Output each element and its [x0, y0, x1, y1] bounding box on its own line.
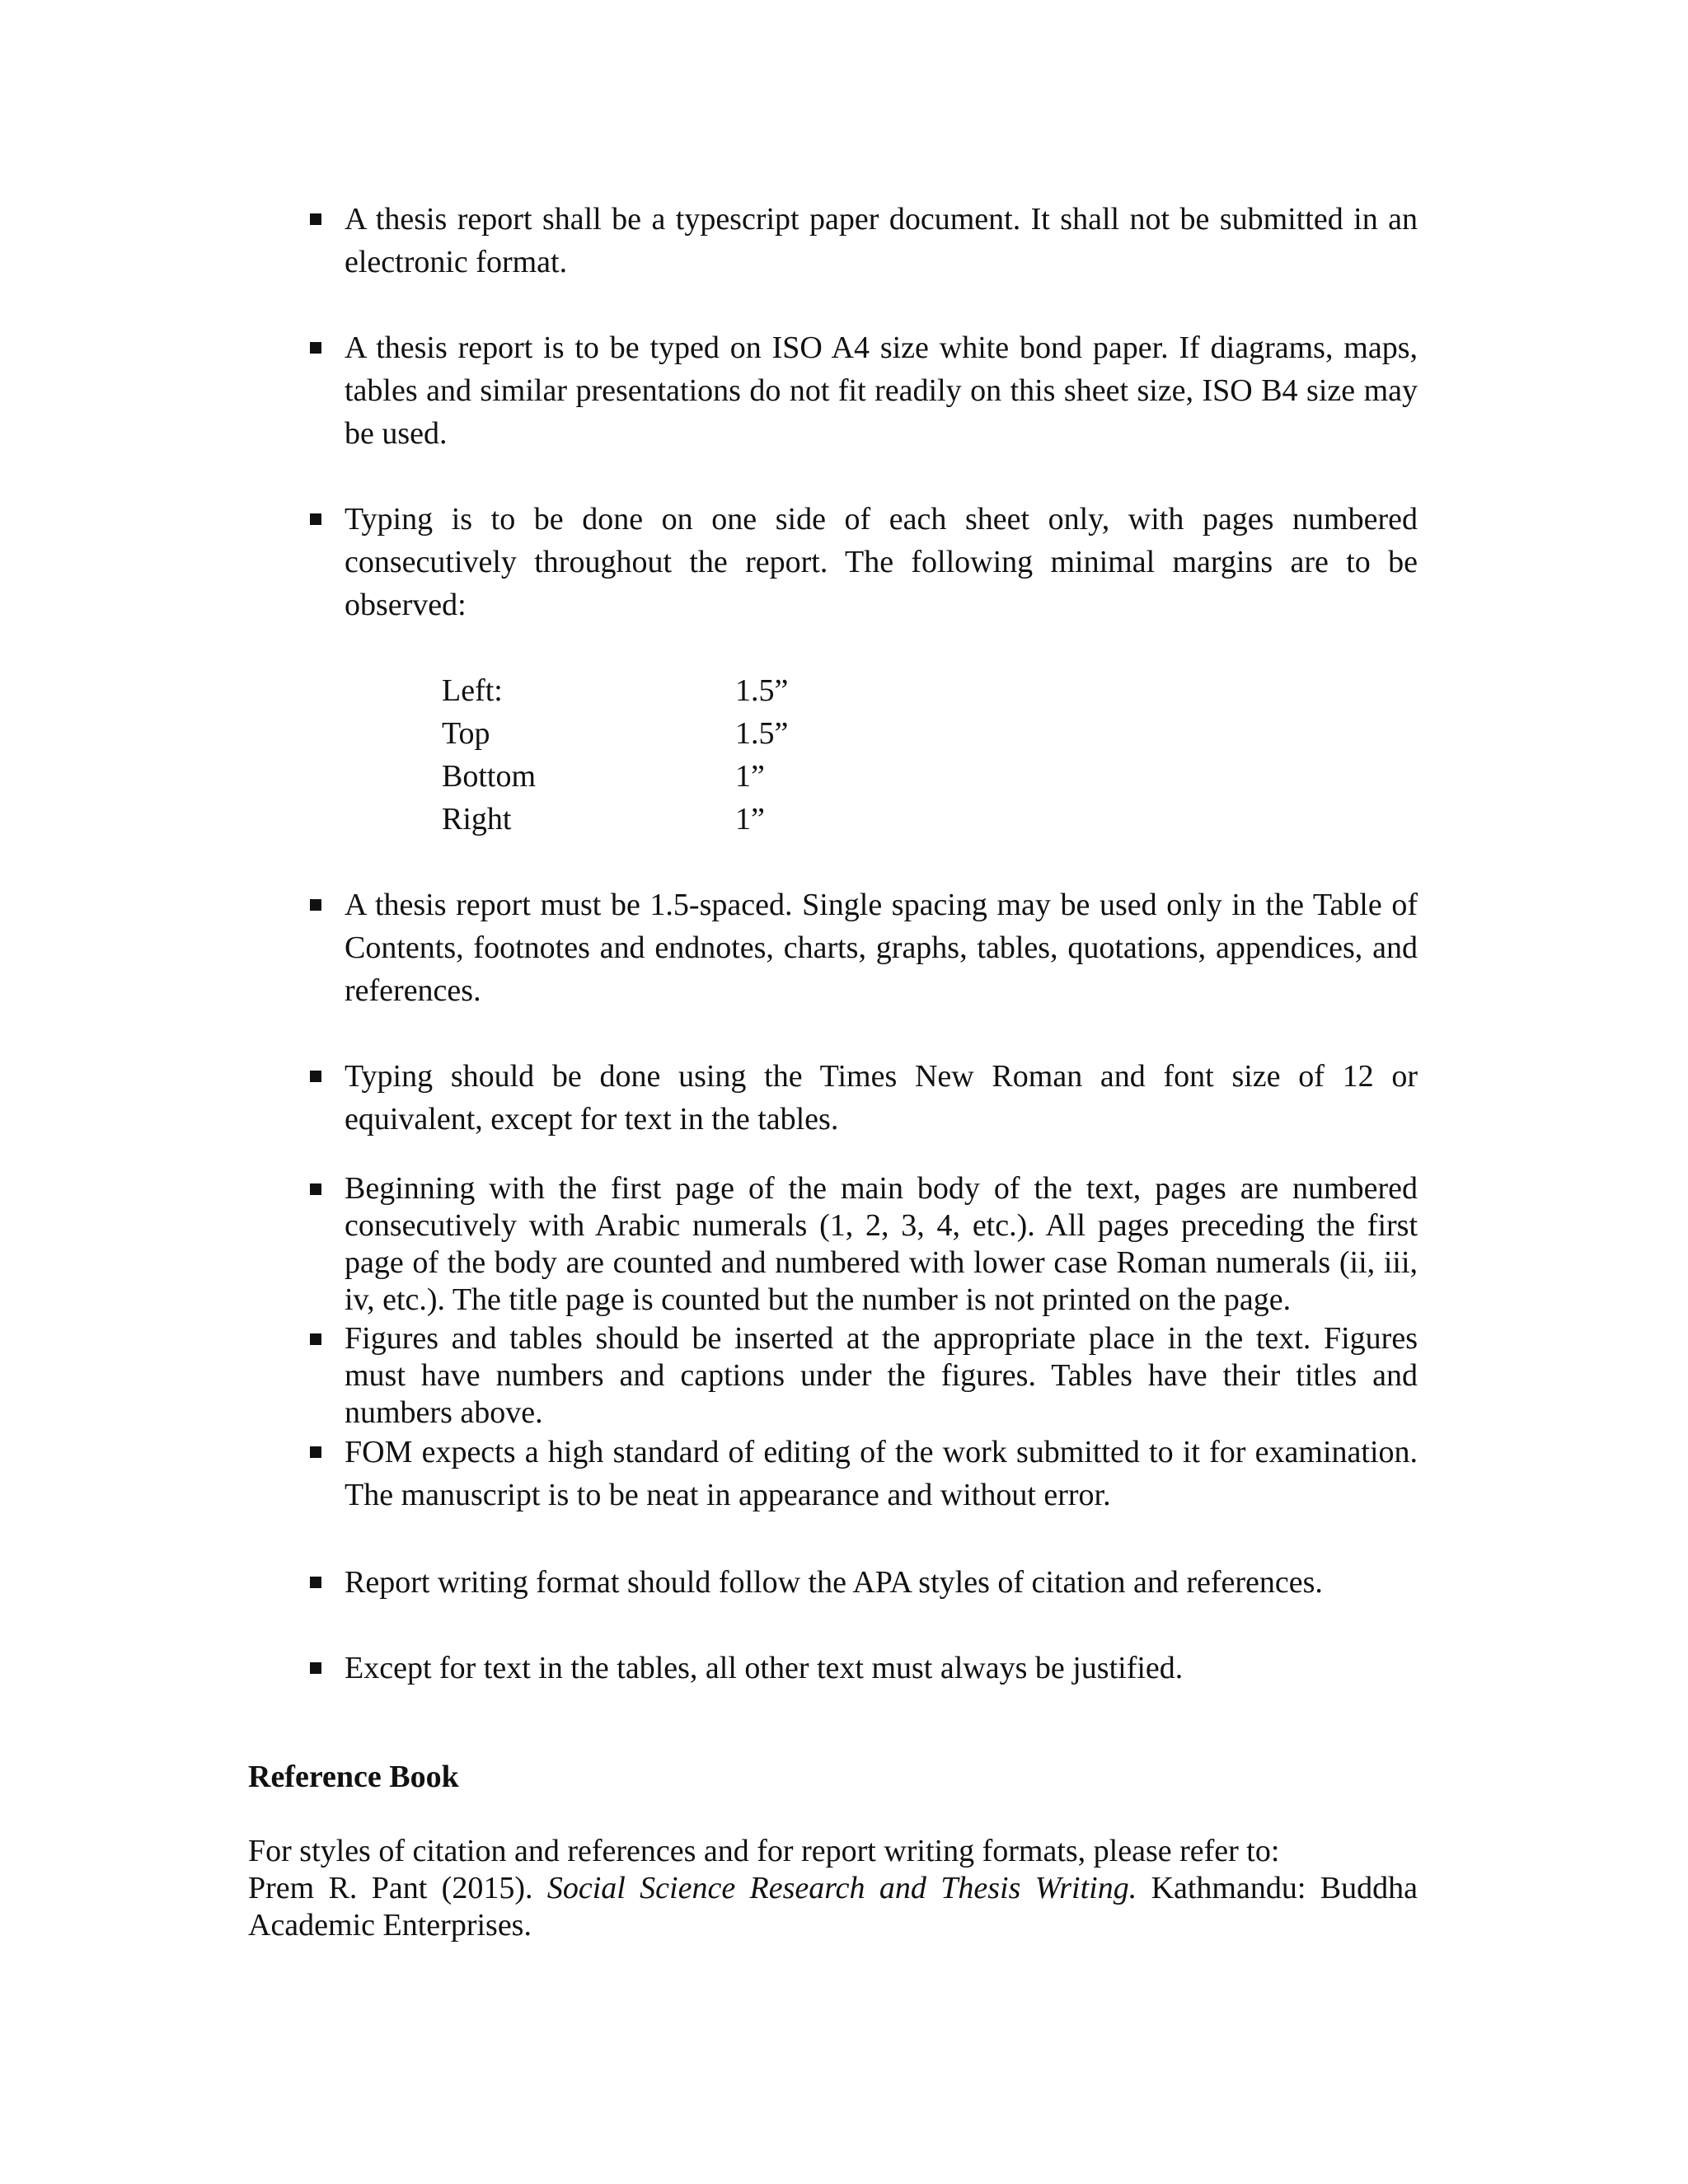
bullet-item: [345, 326, 1418, 455]
margin-label: Bottom: [442, 759, 537, 794]
reference-body: [248, 1833, 1418, 1944]
bullet-text: Typing is to be done on one side of each sheet only, with pages numbered consecutively throughout the report. The following minimal margins are to be observed:: [345, 502, 1418, 622]
bullet-item: [345, 1647, 1418, 1690]
margin-value: 1.5”: [735, 716, 789, 751]
reference-title: Social Science Research and Thesis Writing.: [546, 1871, 1137, 1905]
bullet-text: Typing should be done using the Times New Roman and font size of 12 or equivalent, except for text in the tables.: [345, 1059, 1418, 1137]
square-bullet-icon: [310, 213, 321, 225]
bullet-text: Report writing format should follow the APA styles of citation and references.: [345, 1565, 1323, 1600]
square-bullet-icon: [310, 1662, 321, 1674]
square-bullet-icon: [310, 1183, 321, 1195]
square-bullet-icon: [310, 899, 321, 911]
reference-author: Prem R. Pant (2015).: [248, 1871, 547, 1905]
square-bullet-icon: [310, 1333, 321, 1345]
bullet-text: Beginning with the first page of the main body of the text, pages are numbered consecutively with Arabic numerals (1, 2, 3, 4, etc.). All pages preceding the first page of the body are counted and numbered with lower case Roman numerals (ii, iii, iv, etc.). The title page is counted but the number is not printed on the page.: [345, 1171, 1418, 1317]
margin-label: Right: [442, 802, 512, 837]
bullet-text: A thesis report must be 1.5-spaced. Single spacing may be used only in the Table of Contents, footnotes and endnotes, charts, graphs, tables, quotations, appendices, and references.: [345, 888, 1418, 1008]
bullet-item: [345, 1320, 1418, 1432]
margins-table: [442, 669, 900, 841]
square-bullet-icon: [310, 1446, 321, 1458]
margin-value: 1”: [735, 802, 765, 837]
margins-row: [442, 712, 900, 755]
margin-label: Left:: [442, 673, 503, 708]
bullet-item: [345, 198, 1418, 284]
margin-value: 1”: [735, 759, 765, 794]
bullet-item: [345, 498, 1418, 626]
bullet-item: [345, 1170, 1418, 1319]
bullet-text: Except for text in the tables, all other text must always be justified.: [345, 1651, 1184, 1685]
margins-row: [442, 755, 900, 798]
margins-row: [442, 669, 900, 712]
bullet-item: [345, 1055, 1418, 1141]
bullet-item: [345, 1431, 1418, 1516]
bullet-item: [345, 883, 1418, 1012]
reference-intro: For styles of citation and references and for report writing formats, please refer to:: [248, 1834, 1280, 1868]
reference-citation: [248, 1870, 1418, 1944]
margin-label: Top: [442, 716, 490, 751]
bullet-text: A thesis report shall be a typescript paper document. It shall not be submitted in an electronic format.: [345, 202, 1418, 279]
square-bullet-icon: [310, 342, 321, 354]
margin-value: 1.5”: [735, 673, 789, 708]
margins-row: [442, 798, 900, 841]
bullet-item: [345, 1561, 1418, 1604]
square-bullet-icon: [310, 513, 321, 525]
bullet-text: A thesis report is to be typed on ISO A4 size white bond paper. If diagrams, maps, tables and similar presentations do not fit readily on this sheet size, ISO B4 size may be used.: [345, 330, 1418, 451]
reference-publisher: Kathmandu: Buddha Academic Enterprises.: [248, 1871, 1418, 1943]
square-bullet-icon: [310, 1577, 321, 1588]
bullet-text: Figures and tables should be inserted at the appropriate place in the text. Figures must have numbers and captions under the figures. Tables have their titles and numbers above.: [345, 1321, 1418, 1430]
square-bullet-icon: [310, 1071, 321, 1082]
reference-heading: Reference Book: [248, 1760, 459, 1794]
bullet-text: FOM expects a high standard of editing of the work submitted to it for examination. The manuscript is to be neat in appearance and without error.: [345, 1435, 1418, 1512]
